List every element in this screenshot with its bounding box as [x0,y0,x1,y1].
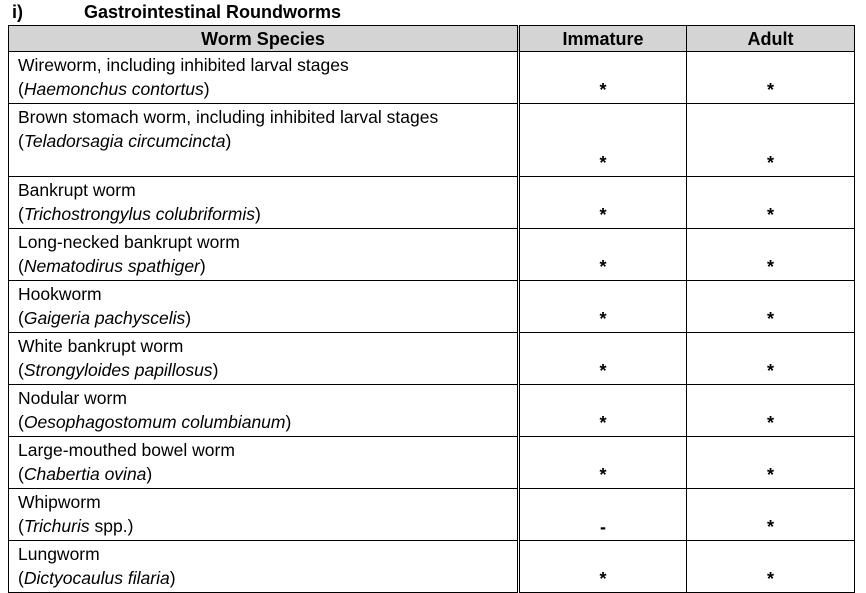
header-adult: Adult [687,26,855,52]
common-name: Bankrupt worm [18,180,136,200]
species-cell [9,177,519,229]
scientific-name-italic: Oesophagostomum columbianum [23,412,286,432]
table-row [9,229,855,281]
paren-open: ( [18,516,24,536]
scientific-name-italic: Nematodirus spathiger [23,256,200,276]
paren-close: ) [254,204,261,224]
immature-mark: * [519,52,687,104]
scientific-name [18,202,513,226]
species-cell [9,104,519,177]
table-row [9,437,855,489]
table-row [9,385,855,437]
scientific-name-suffix: spp. [89,516,128,536]
scientific-name-italic: Dictyocaulus filaria [23,568,170,588]
common-name: Nodular worm [18,388,127,408]
adult-mark: * [687,104,855,177]
immature-mark: * [519,333,687,385]
scientific-name-italic: Trichostrongylus colubriformis [23,204,255,224]
paren-close: ) [285,412,292,432]
worm-species-table [8,25,855,593]
table-row [9,489,855,541]
species-cell [9,541,519,593]
common-name: Brown stomach worm, including inhibited larval stages [18,107,439,127]
scientific-name [18,306,513,330]
common-name: Wireworm, including inhibited larval stages [18,55,349,75]
common-name: Whipworm [18,492,101,512]
header-immature: Immature [519,26,687,52]
species-cell [9,281,519,333]
section-title: Gastrointestinal Roundworms [84,2,342,22]
table-row [9,281,855,333]
paren-open: ( [18,256,24,276]
paren-close: ) [212,360,219,380]
scientific-name [18,410,513,434]
paren-open: ( [18,204,24,224]
species-cell [9,229,519,281]
section-heading [12,1,341,23]
scientific-name [18,462,513,486]
adult-mark: * [687,489,855,541]
immature-mark: - [519,489,687,541]
scientific-name-italic: Trichuris [23,516,90,536]
paren-open: ( [18,308,24,328]
adult-mark: * [687,333,855,385]
immature-mark: * [519,281,687,333]
common-name: White bankrupt worm [18,336,184,356]
paren-open: ( [18,79,24,99]
paren-close: ) [203,79,210,99]
common-name: Hookworm [18,284,102,304]
scientific-name [18,358,513,382]
table-row [9,541,855,593]
paren-open: ( [18,464,24,484]
species-cell [9,489,519,541]
scientific-name-italic: Strongyloides papillosus [23,360,213,380]
species-cell [9,437,519,489]
section-number: i) [12,2,23,22]
table-row [9,177,855,229]
table-row [9,104,855,177]
header-worm-species: Worm Species [9,26,519,52]
species-cell [9,385,519,437]
adult-mark: * [687,177,855,229]
scientific-name [18,254,513,278]
scientific-name [18,566,513,590]
immature-mark: * [519,541,687,593]
paren-close: ) [185,308,192,328]
adult-mark: * [687,52,855,104]
immature-mark: * [519,104,687,177]
adult-mark: * [687,281,855,333]
scientific-name-italic: Gaigeria pachyscelis [23,308,186,328]
table-body [9,52,855,593]
table-row [9,333,855,385]
paren-close: ) [169,568,176,588]
paren-open: ( [18,360,24,380]
paren-close: ) [199,256,206,276]
scientific-name-italic: Teladorsagia circumcincta [23,131,226,151]
immature-mark: * [519,437,687,489]
scientific-name [18,514,513,538]
table-row [9,52,855,104]
scientific-name [18,129,513,153]
adult-mark: * [687,541,855,593]
paren-open: ( [18,131,24,151]
scientific-name-italic: Chabertia ovina [23,464,147,484]
table-header-row [9,26,855,52]
paren-close: ) [146,464,153,484]
immature-mark: * [519,229,687,281]
paren-open: ( [18,412,24,432]
scientific-name [18,77,513,101]
paren-close: ) [225,131,232,151]
paren-close: ) [127,516,134,536]
immature-mark: * [519,177,687,229]
species-cell [9,333,519,385]
adult-mark: * [687,437,855,489]
species-cell [9,52,519,104]
common-name: Large-mouthed bowel worm [18,440,235,460]
common-name: Long-necked bankrupt worm [18,232,240,252]
immature-mark: * [519,385,687,437]
common-name: Lungworm [18,544,100,564]
scientific-name-italic: Haemonchus contortus [23,79,204,99]
paren-open: ( [18,568,24,588]
adult-mark: * [687,385,855,437]
adult-mark: * [687,229,855,281]
